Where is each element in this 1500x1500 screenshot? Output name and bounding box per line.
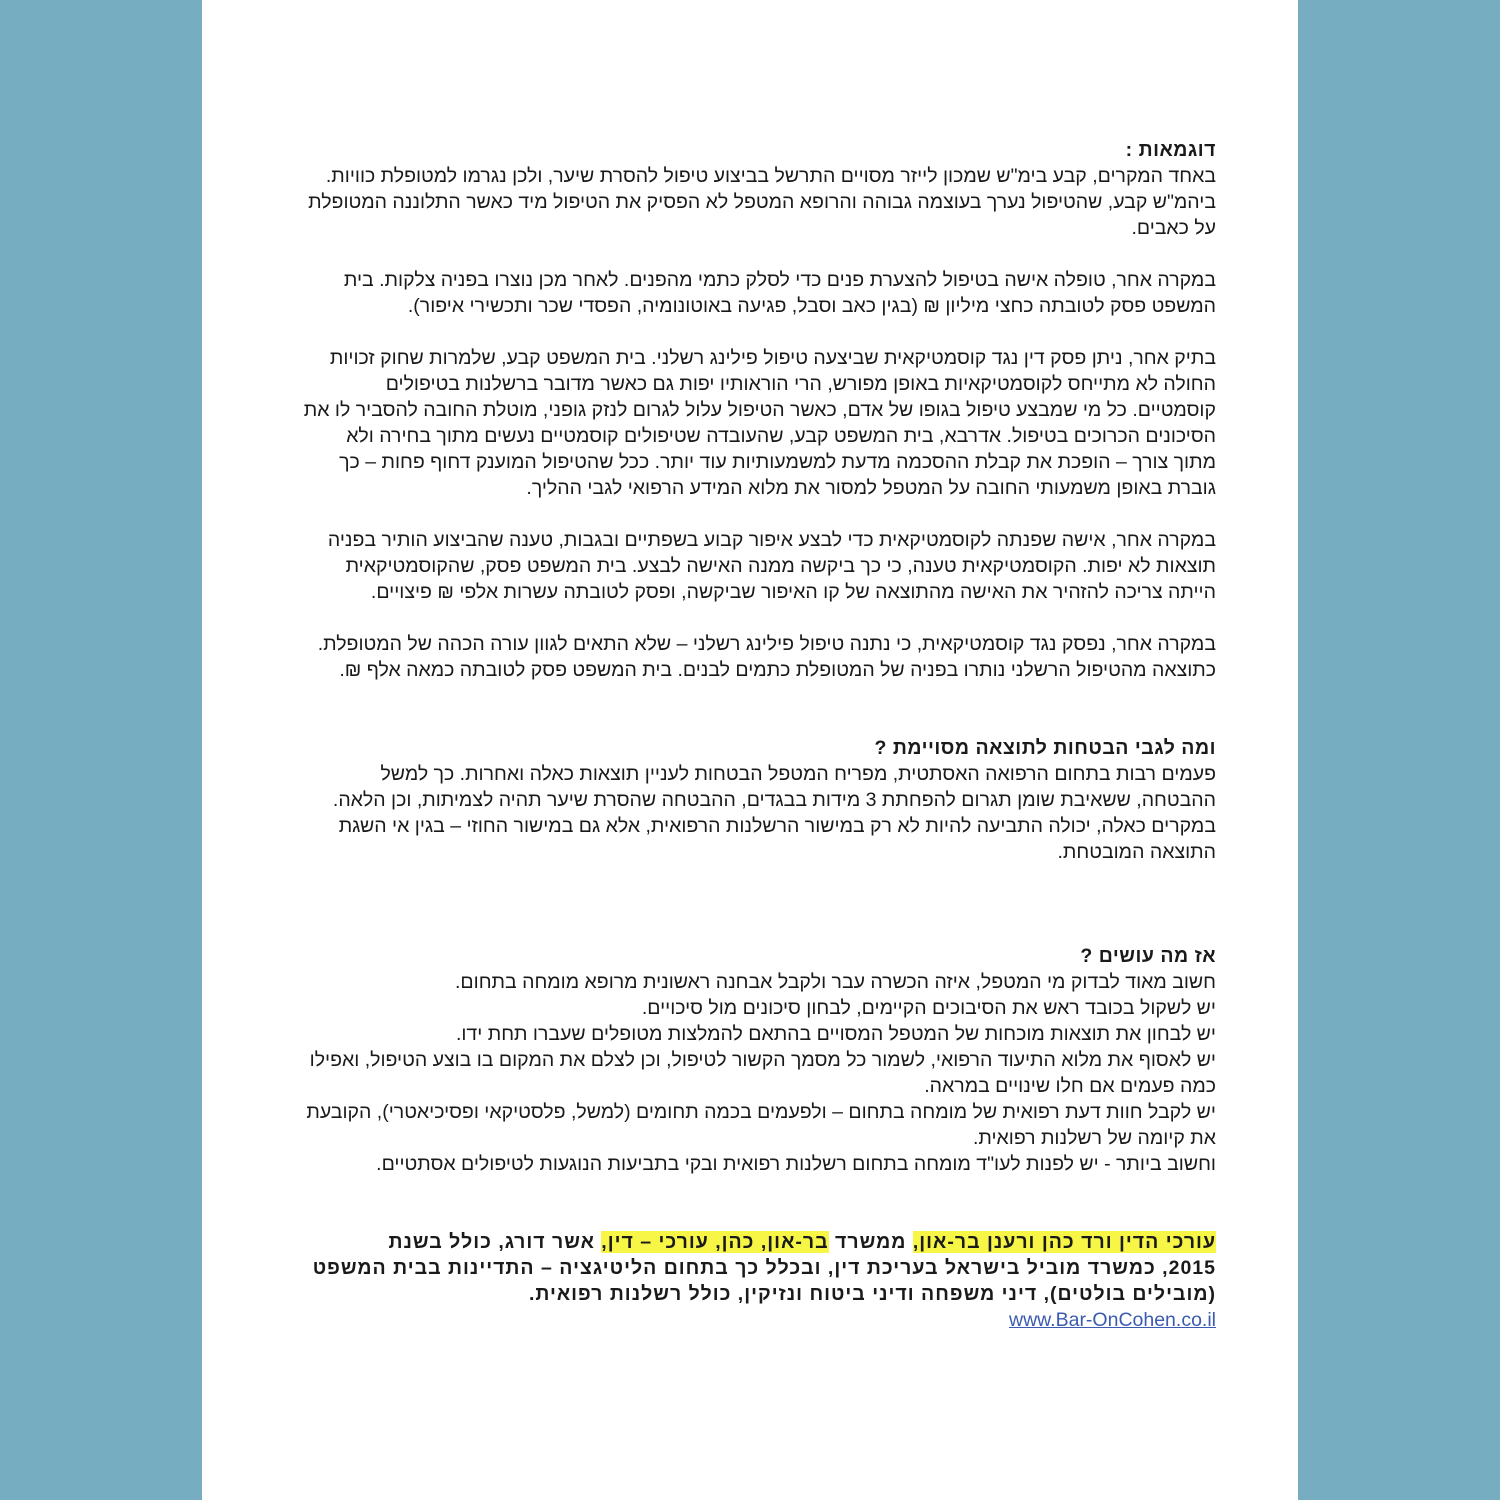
footer-line-3: (מובילים בולטים), דיני משפחה ודיני ביטוח ונזיקין, כולל רשלנות רפואית. bbox=[528, 1283, 1216, 1305]
paragraph-line: כמה פעמים אם חלו שינויים במראה. bbox=[924, 1075, 1216, 1097]
paragraph-line: במקרים כאלה, יכולה התביעה להיות לא רק במישור הרשלנות הרפואית, אלא גם במישור החוזי – בגין אי השגת bbox=[338, 815, 1216, 837]
guarantee-heading: ומה לגבי הבטחות לתוצאה מסויימת ? bbox=[874, 737, 1216, 759]
paragraph-line: תוצאות לא יפות. הקוסמטיקאית טענה, כי כך ביקשה ממנה האישה לבצע. בית המשפט פסק, שהקוסמטיקאית bbox=[345, 555, 1216, 577]
paragraph-line: יש לקבל חוות דעת רפואית של מומחה בתחום – ולפעמים בכמה תחומים (למשל, פלסטיקאי ופסיכיאטרי), הקובעת bbox=[306, 1101, 1216, 1123]
paragraph-line: במקרה אחר, אישה שפנתה לקוסמטיקאית כדי לבצע איפור קבוע בשפתיים ובגבות, טענה שהביצוע הותיר בפניה bbox=[327, 529, 1216, 551]
paragraph-line: יש לאסוף את מלוא התיעוד הרפואי, לשמור כל מסמך הקשור לטיפול, וכן לצלם את המקום בו בוצע הטיפול, ואפילו bbox=[309, 1049, 1216, 1071]
footer-line-1-rest: אשר דורג, כולל בשנת bbox=[388, 1231, 595, 1253]
paragraph-line: התוצאה המובטחת. bbox=[1057, 841, 1216, 863]
paragraph-line: כתוצאה מהטיפול הרשלני נותרו בפניה של המטופלת כתמים לבנים. בית המשפט פסק לטובתה כמאה אלף ₪. bbox=[339, 659, 1216, 681]
paragraph-line: בתיק אחר, ניתן פסק דין נגד קוסמטיקאית שביצעה טיפול פילינג רשלני. בית המשפט קבע, שלמרות שחוק זכויות bbox=[329, 347, 1216, 369]
paragraph-line: וחשוב ביותר - יש לפנות לעו"ד מומחה בתחום רשלנות רפואית ובקי בתביעות הנוגעות לטיפולים אסתטיים. bbox=[376, 1153, 1216, 1175]
document-page bbox=[202, 0, 1298, 1500]
paragraph-line: ההבטחה, ששאיבת שומן תגרום להפחתת 3 מידות בבגדים, ההבטחה שהסרת שיער תהיה לצמיתות, וכן הלאה. bbox=[332, 789, 1216, 811]
paragraph-line: במקרה אחר, נפסק נגד קוסמטיקאית, כי נתנה טיפול פילינג רשלני – שלא התאים לגוון עורה הכהה של המטופלת. bbox=[317, 633, 1216, 655]
paragraph-line: באחד המקרים, קבע בימ"ש שמכון לייזר מסויים התרשל בביצוע טיפול להסרת שיער, ולכן נגרמו למטופלת כוויות. bbox=[325, 165, 1216, 187]
paragraph-line: החולה לא מתייחס לקוסמטיקאיות באופן מפורש, הרי הוראותיו יפות גם כאשר מדובר ברשלנות בטיפולים bbox=[385, 373, 1216, 395]
paragraph-line: המשפט פסק לטובתה כחצי מיליון ₪ (בגין כאב וסבל, פגיעה באוטונומיה, הפסדי שכר ותכשירי איפור). bbox=[407, 295, 1216, 317]
paragraph-line: גוברת באופן משמעותי החובה על המטפל למסור את מלוא המידע הרפואי לגבי ההליך. bbox=[526, 477, 1216, 499]
paragraph-line: את קיומה של רשלנות רפואית. bbox=[972, 1127, 1216, 1149]
paragraph-line: ביהמ"ש קבע, שהטיפול נערך בעוצמה גבוהה והרופא המטפל לא הפסיק את הטיפול מיד כאשר התלוננה המטופלת bbox=[308, 191, 1216, 213]
footer-line-1 bbox=[238, 1229, 1216, 1255]
from-office-text: ממשרד bbox=[835, 1231, 907, 1253]
what-to-do-heading: אז מה עושים ? bbox=[1080, 945, 1216, 967]
paragraph-line: חשוב מאוד לבדוק מי המטפל, איזה הכשרה עבר ולקבל אבחנה ראשונית מרופא מומחה בתחום. bbox=[454, 971, 1216, 993]
paragraph-line: קוסמטיים. כל מי שמבצע טיפול בגופו של אדם, כאשר הטיפול עלול לגרום לנזק גופני, מוטלת החובה להסביר לו את bbox=[303, 399, 1216, 421]
authors-highlight: עורכי הדין ורד כהן ורענן בר-און, bbox=[912, 1231, 1216, 1253]
website-link[interactable]: www.Bar-OnCohen.co.il bbox=[1009, 1309, 1216, 1331]
firm-highlight: בר-און, כהן, עורכי – דין, bbox=[601, 1231, 829, 1253]
footer-line-2: 2015, כמשרד מוביל בישראל בעריכת דין, ובכלל כך בתחום הליטיגציה – התדיינות בבית המשפט bbox=[312, 1257, 1216, 1279]
paragraph-line: הייתה צריכה להזהיר את האישה מהתוצאה של קו האיפור שביקשה, ופסק לטובתה עשרות אלפי ₪ פיצויים. bbox=[370, 581, 1216, 603]
paragraph-line: יש לבחון את תוצאות מוכחות של המטפל המסויים בהתאם להמלצות מטופלים שעברו תחת ידו. bbox=[455, 1023, 1216, 1045]
examples-heading: דוגמאות : bbox=[1125, 139, 1216, 161]
website-line bbox=[238, 1307, 1216, 1333]
document-body bbox=[238, 137, 1216, 1333]
paragraph-line: פעמים רבות בתחום הרפואה האסתטית, מפריח המטפל הבטחות לעניין תוצאות כאלה ואחרות. כך למשל bbox=[380, 763, 1216, 785]
paragraph-line: על כאבים. bbox=[1131, 217, 1216, 239]
paragraph-line: הסיכונים הכרוכים בטיפול. אדרבא, בית המשפט קבע, שהעובדה שטיפולים קוסמטיים נעשים מתוך בחירה ולא bbox=[346, 425, 1216, 447]
paragraph-line: במקרה אחר, טופלה אישה בטיפול להצערת פנים כדי לסלק כתמי מהפנים. לאחר מכן נוצרו בפניה צלקות. בית bbox=[343, 269, 1216, 291]
paragraph-line: יש לשקול בכובד ראש את הסיבוכים הקיימים, לבחון סיכונים מול סיכויים. bbox=[641, 997, 1216, 1019]
paragraph-line: מתוך צורך – הופכת את קבלת ההסכמה מדעת למשמעותיות עוד יותר. ככל שהטיפול המוענק דחוף פחות – כך bbox=[339, 451, 1216, 473]
